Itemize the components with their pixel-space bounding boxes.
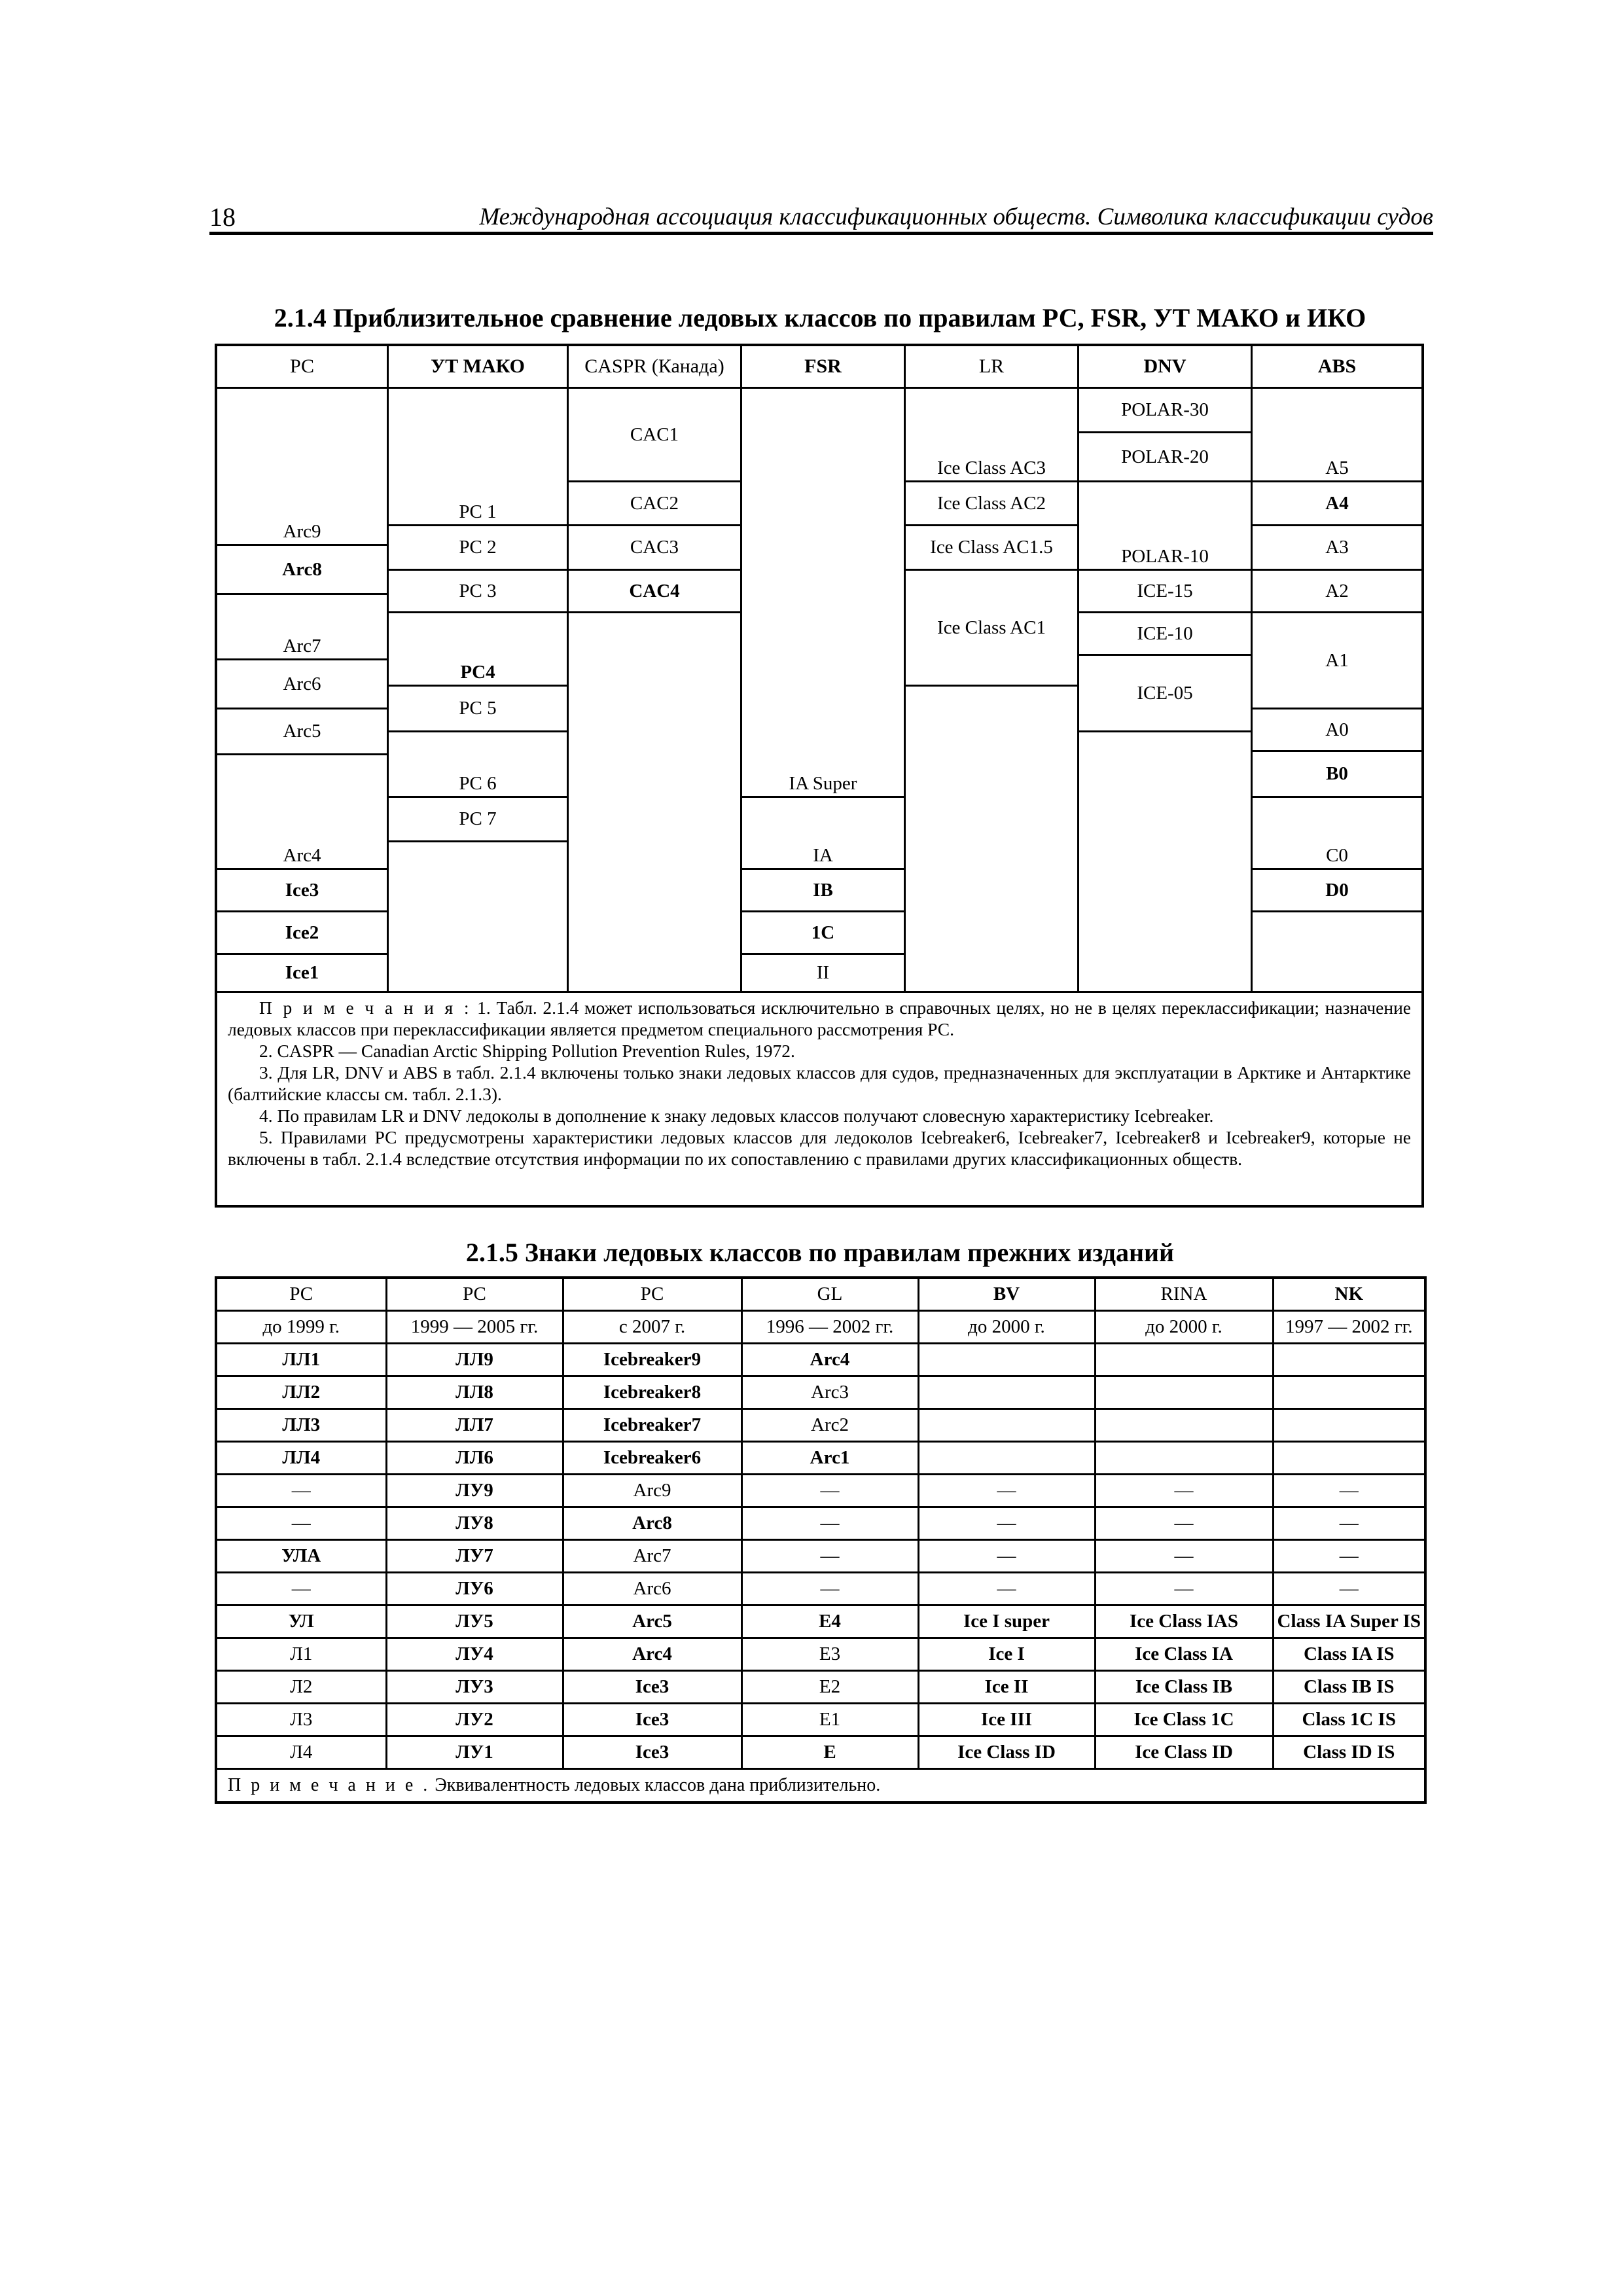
abs-cell: A5 (1253, 389, 1421, 482)
table-cell (1273, 1343, 1425, 1376)
col-header: РС (563, 1278, 741, 1310)
table-cell: ЛЛ7 (386, 1408, 563, 1441)
note-3: 3. Для LR, DNV и ABS в табл. 2.1.4 включены только знаки ледовых классов для судов, предназначенных для эксплуатации в Арктике и Антарктике (балтийские классы см. табл. 2.1.3). (228, 1062, 1411, 1104)
table-cell: E3 (741, 1638, 918, 1670)
fsr-cell: IA Super (742, 389, 906, 798)
dnv-cell: ICE-15 (1079, 571, 1253, 613)
table-cell: УЛА (216, 1539, 386, 1572)
table-cell: E1 (741, 1703, 918, 1736)
table-row (216, 1638, 1425, 1670)
table-cell (918, 1343, 1095, 1376)
iacs-cell: PC 5 (389, 687, 569, 732)
table-cell: Arc4 (563, 1638, 741, 1670)
table-cell (1273, 1376, 1425, 1408)
table-cell (1273, 1408, 1425, 1441)
table-cell: — (1273, 1572, 1425, 1605)
period-cell: 1999 — 2005 гг. (386, 1310, 563, 1343)
table-cell: Ice Class 1C (1095, 1703, 1273, 1736)
previous-editions-table (215, 1276, 1427, 1804)
table-cell: Л1 (216, 1638, 386, 1670)
table-cell: Ice3 (563, 1703, 741, 1736)
abs-cell: B0 (1253, 752, 1421, 798)
table-cell: — (216, 1507, 386, 1539)
col-header: RINA (1095, 1278, 1273, 1310)
dnv-cell: ICE-10 (1079, 613, 1253, 656)
table-cell: E2 (741, 1670, 918, 1703)
running-title: Международная ассоциация классификационных обществ. Символика классификации судов (479, 204, 1433, 230)
table-cell: ЛУ5 (386, 1605, 563, 1638)
table-cell: — (918, 1572, 1095, 1605)
iacs-cell: PC 2 (389, 526, 569, 571)
abs-empty-cell (1253, 912, 1421, 991)
table-cell: — (1095, 1507, 1273, 1539)
lr-empty-cell (906, 687, 1079, 991)
col-header: NK (1273, 1278, 1425, 1310)
caspr-cell: CAC4 (569, 571, 742, 613)
table-cell: — (216, 1474, 386, 1507)
table-cell: ЛУ4 (386, 1638, 563, 1670)
caspr-cell: CAC1 (569, 389, 742, 482)
lr-cell: Ice Class AC2 (906, 482, 1079, 526)
table-row (216, 1408, 1425, 1441)
rs-cell: Arc5 (217, 709, 389, 755)
note-4: 4. По правилам LR и DNV ледоколы в дополнение к знаку ледовых классов получают словесную характеристику Icebreaker. (259, 1105, 1214, 1126)
table-cell: — (741, 1572, 918, 1605)
table-cell: Class IA IS (1273, 1638, 1425, 1670)
lr-cell: Ice Class AC1 (906, 571, 1079, 687)
table-cell: ЛЛ6 (386, 1441, 563, 1474)
table-cell: Ice III (918, 1703, 1095, 1736)
table-cell: ЛУ9 (386, 1474, 563, 1507)
iacs-cell: PC 3 (389, 571, 569, 613)
period-cell: до 2000 г. (918, 1310, 1095, 1343)
note-5: 5. Правилами РС предусмотрены характеристики ледовых классов для ледоколов Icebreaker6, Icebreaker7, Icebreaker8 и Icebreaker9, которые не включены в табл. 2.1.4 вследствие отсутствия информации по их сопоставлению с правилами других классификационных обществ. (228, 1127, 1411, 1169)
table-cell: ЛУ3 (386, 1670, 563, 1703)
table-cell: Ice3 (563, 1736, 741, 1768)
table-row (216, 1703, 1425, 1736)
abs-cell: A3 (1253, 526, 1421, 571)
abs-cell: C0 (1253, 798, 1421, 870)
iacs-cell: PC4 (389, 613, 569, 687)
dnv-empty-cell (1079, 732, 1253, 991)
table-cell: — (918, 1474, 1095, 1507)
table-row (216, 1507, 1425, 1539)
col-header-abs: ABS (1253, 346, 1421, 389)
table-cell: ЛУ6 (386, 1572, 563, 1605)
table-cell: — (1095, 1539, 1273, 1572)
table-cell: Arc3 (741, 1376, 918, 1408)
table-cell: Arc2 (741, 1408, 918, 1441)
col-header: РС (386, 1278, 563, 1310)
note-row (216, 1768, 1425, 1803)
table-cell: Ice II (918, 1670, 1095, 1703)
period-cell: 1997 — 2002 гг. (1273, 1310, 1425, 1343)
rs-cell: Arc9 (217, 389, 389, 546)
table-cell: — (1095, 1572, 1273, 1605)
table-cell: ЛУ2 (386, 1703, 563, 1736)
fsr-cell: II (742, 955, 906, 991)
table-cell (1095, 1376, 1273, 1408)
lr-cell: Ice Class AC3 (906, 389, 1079, 482)
dnv-cell: POLAR-30 (1079, 389, 1253, 433)
table-row (216, 1670, 1425, 1703)
table-cell: Arc8 (563, 1507, 741, 1539)
rs-cell: Arc8 (217, 546, 389, 595)
table-row (216, 1572, 1425, 1605)
table-cell (918, 1376, 1095, 1408)
fsr-cell: IB (742, 870, 906, 912)
table-cell: Arc7 (563, 1539, 741, 1572)
abs-cell: A4 (1253, 482, 1421, 526)
table-row (216, 1441, 1425, 1474)
ice-class-comparison-table (215, 344, 1424, 1208)
table-cell: Icebreaker7 (563, 1408, 741, 1441)
period-cell: 1996 — 2002 гг. (741, 1310, 918, 1343)
col-header-fsr: FSR (742, 346, 906, 389)
rs-cell: Ice3 (217, 870, 389, 912)
dnv-cell: POLAR-20 (1079, 433, 1253, 482)
table-cell: Л3 (216, 1703, 386, 1736)
table-row (216, 1376, 1425, 1408)
table-cell: — (741, 1507, 918, 1539)
table-notes (217, 991, 1421, 1170)
table-cell: Class 1C IS (1273, 1703, 1425, 1736)
table-row (216, 1539, 1425, 1572)
table-cell: Ice I (918, 1638, 1095, 1670)
iacs-cell: PC 7 (389, 798, 569, 842)
table-cell: ЛУ8 (386, 1507, 563, 1539)
table-cell: ЛУ7 (386, 1539, 563, 1572)
iacs-cell: PC 1 (389, 389, 569, 526)
table-cell: Arc5 (563, 1605, 741, 1638)
rs-cell: Arc7 (217, 595, 389, 660)
table-cell: Ice Class ID (1095, 1736, 1273, 1768)
rs-cell: Ice2 (217, 912, 389, 955)
table-row (216, 1605, 1425, 1638)
table-note: П р и м е ч а н и е . Эквивалентность ледовых классов дана приблизительно. (216, 1768, 1425, 1803)
table-cell: — (1273, 1474, 1425, 1507)
table-cell (918, 1408, 1095, 1441)
table-cell: — (918, 1539, 1095, 1572)
table-cell: — (741, 1474, 918, 1507)
fsr-cell: IA (742, 798, 906, 870)
table-cell: ЛУ1 (386, 1736, 563, 1768)
caspr-cell: CAC3 (569, 526, 742, 571)
period-cell: до 1999 г. (216, 1310, 386, 1343)
abs-cell: A2 (1253, 571, 1421, 613)
table-cell: Ice I super (918, 1605, 1095, 1638)
rs-cell: Arc4 (217, 755, 389, 870)
note-2: 2. CASPR — Canadian Arctic Shipping Pollution Prevention Rules, 1972. (259, 1041, 795, 1061)
table-cell: ЛЛ8 (386, 1376, 563, 1408)
table-cell: Ice Class IB (1095, 1670, 1273, 1703)
table-row (216, 1736, 1425, 1768)
dnv-cell: ICE-05 (1079, 656, 1253, 732)
period-row (216, 1310, 1425, 1343)
caspr-empty-cell (569, 613, 742, 991)
table-cell: Icebreaker8 (563, 1376, 741, 1408)
lr-cell: Ice Class AC1.5 (906, 526, 1079, 571)
col-header-caspr: CASPR (Канада) (569, 346, 742, 389)
table-cell: — (918, 1507, 1095, 1539)
iacs-cell: PC 6 (389, 732, 569, 798)
dnv-cell: POLAR-10 (1079, 482, 1253, 571)
table-cell: Class IA Super IS (1273, 1605, 1425, 1638)
table-cell (1273, 1441, 1425, 1474)
table-cell: ЛЛ2 (216, 1376, 386, 1408)
table-cell (918, 1441, 1095, 1474)
table-cell: Arc1 (741, 1441, 918, 1474)
iacs-empty-cell (389, 842, 569, 991)
col-header-dnv: DNV (1079, 346, 1253, 389)
fsr-cell: 1C (742, 912, 906, 955)
abs-cell: D0 (1253, 870, 1421, 912)
table-2-1-4-title: 2.1.4 Приблизительное сравнение ледовых классов по правилам РС, FSR, УТ МАКО и ИКО (274, 303, 1366, 332)
table-cell: — (1273, 1507, 1425, 1539)
header-row (216, 1278, 1425, 1310)
table-cell: Л2 (216, 1670, 386, 1703)
table-cell: ЛЛ1 (216, 1343, 386, 1376)
table-cell (1095, 1408, 1273, 1441)
table-cell: — (1273, 1539, 1425, 1572)
abs-cell: A0 (1253, 709, 1421, 752)
table-cell: — (216, 1572, 386, 1605)
period-cell: до 2000 г. (1095, 1310, 1273, 1343)
table-row (216, 1474, 1425, 1507)
table-cell: Class ID IS (1273, 1736, 1425, 1768)
table-cell: Arc6 (563, 1572, 741, 1605)
table-cell: Ice3 (563, 1670, 741, 1703)
note-1: П р и м е ч а н и я : 1. Табл. 2.1.4 может использоваться исключительно в справочных целях, но не в целях переклассификации; назначение ледовых классов при переклассификации является предметом специального рассмотрения РС. (228, 997, 1411, 1039)
rs-cell: Arc6 (217, 660, 389, 709)
table-cell: УЛ (216, 1605, 386, 1638)
col-header-lr: LR (906, 346, 1079, 389)
table-cell: Ice Class IA (1095, 1638, 1273, 1670)
col-header-iacs: УТ МАКО (389, 346, 569, 389)
table-cell: E4 (741, 1605, 918, 1638)
abs-cell: A1 (1253, 613, 1421, 709)
table-cell: Л4 (216, 1736, 386, 1768)
table-cell (1095, 1343, 1273, 1376)
table-cell: Arc4 (741, 1343, 918, 1376)
table-cell (1095, 1441, 1273, 1474)
col-header: BV (918, 1278, 1095, 1310)
table-2-1-5-title: 2.1.5 Знаки ледовых классов по правилам прежних изданий (465, 1238, 1175, 1267)
table-cell: Ice Class IAS (1095, 1605, 1273, 1638)
table-cell: Icebreaker9 (563, 1343, 741, 1376)
table-cell: Ice Class ID (918, 1736, 1095, 1768)
rs-cell: Ice1 (217, 955, 389, 991)
table-cell: — (1095, 1474, 1273, 1507)
table-cell: Arc9 (563, 1474, 741, 1507)
table-row (216, 1343, 1425, 1376)
page-header (209, 198, 1433, 235)
page-number: 18 (209, 202, 236, 232)
col-header-rs: РС (217, 346, 389, 389)
table-cell: E (741, 1736, 918, 1768)
table-cell: — (741, 1539, 918, 1572)
caspr-cell: CAC2 (569, 482, 742, 526)
table-cell: ЛЛ9 (386, 1343, 563, 1376)
col-header: РС (216, 1278, 386, 1310)
table-cell: ЛЛ3 (216, 1408, 386, 1441)
table-cell: ЛЛ4 (216, 1441, 386, 1474)
period-cell: с 2007 г. (563, 1310, 741, 1343)
table-cell: Icebreaker6 (563, 1441, 741, 1474)
table-cell: Class IB IS (1273, 1670, 1425, 1703)
col-header: GL (741, 1278, 918, 1310)
